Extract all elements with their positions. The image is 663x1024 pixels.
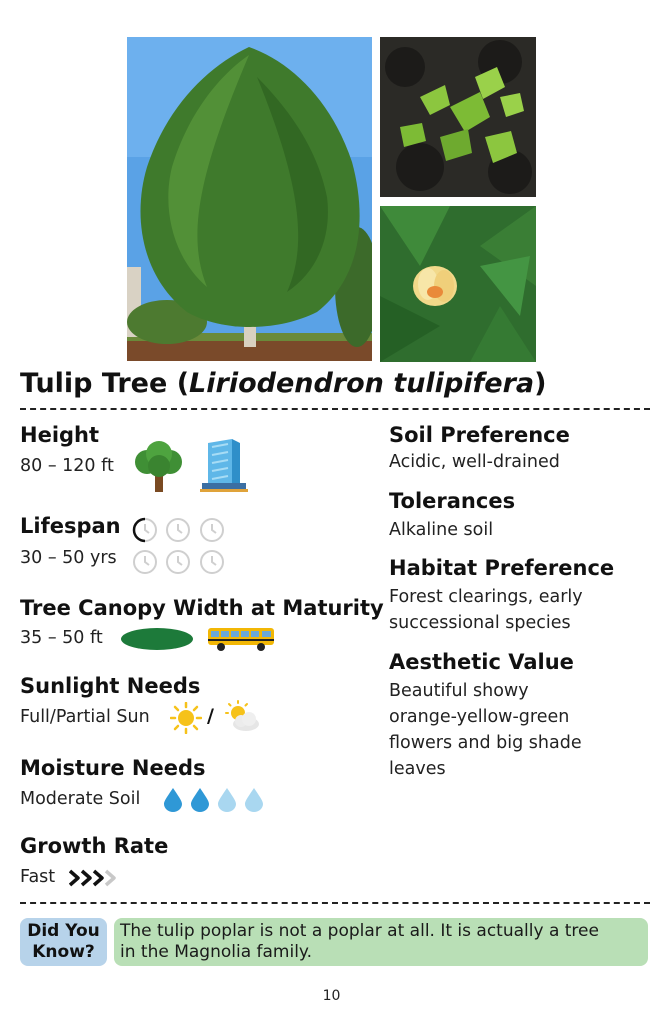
chevron-right-icon: [106, 871, 114, 885]
sunlight-value: Full/Partial Sun: [20, 707, 150, 727]
habitat-heading: Habitat Preference: [389, 556, 615, 580]
lifespan-heading: Lifespan: [20, 514, 121, 538]
scientific-name: Liriodendron tulipifera: [189, 368, 535, 399]
soil-value: Acidic, well-drained: [389, 452, 560, 472]
habitat-line-2: successional species: [389, 613, 571, 633]
aesthetic-line-4: leaves: [389, 759, 446, 779]
tree-icon: [132, 440, 186, 496]
chevron-right-icon: [82, 871, 90, 885]
page-number: 10: [322, 988, 341, 1004]
water-drop-icon: [164, 788, 182, 812]
moisture-value: Moderate Soil: [20, 789, 141, 809]
did-you-know-line2: Know?: [32, 942, 95, 962]
partly-cloudy-icon: [222, 700, 262, 738]
water-drop-icon: [245, 788, 263, 812]
seedlings-photo: [380, 37, 536, 197]
did-you-know-label: [20, 918, 107, 966]
tree-photo: [127, 37, 372, 361]
canopy-value: 35 – 50 ft: [20, 628, 103, 648]
growth-heading: Growth Rate: [20, 834, 169, 858]
title-divider: [20, 408, 650, 410]
moisture-drops: [162, 787, 267, 817]
sunlight-heading: Sunlight Needs: [20, 674, 201, 698]
soil-heading: Soil Preference: [389, 423, 570, 447]
page-title: [20, 368, 546, 399]
did-you-know-text-line1: The tulip poplar is not a poplar at all. It is actually a tree: [120, 921, 599, 941]
clock-icon-partial: [134, 519, 156, 541]
lifespan-value: 30 – 50 yrs: [20, 548, 117, 568]
height-value: 80 – 120 ft: [20, 456, 114, 476]
height-heading: Height: [20, 423, 100, 447]
aesthetic-heading: Aesthetic Value: [389, 650, 574, 674]
water-drop-icon: [191, 788, 209, 812]
title-close-paren: ): [534, 368, 547, 399]
water-drop-icon: [218, 788, 236, 812]
tolerances-heading: Tolerances: [389, 489, 516, 513]
lifespan-clocks-top: [131, 516, 231, 548]
bottom-divider: [20, 902, 650, 904]
aesthetic-line-3: flowers and big shade: [389, 733, 582, 753]
growth-value: Fast: [20, 867, 56, 887]
school-bus-icon: [207, 626, 277, 656]
chevron-right-icon: [94, 871, 102, 885]
aesthetic-line-2: orange-yellow-green: [389, 707, 570, 727]
growth-chevrons: [69, 868, 125, 892]
did-you-know-text-line2: in the Magnolia family.: [120, 942, 312, 962]
common-name: Tulip Tree (: [20, 368, 190, 399]
skyscraper-icon: [200, 437, 248, 497]
moisture-heading: Moisture Needs: [20, 756, 206, 780]
sunlight-separator: /: [207, 705, 214, 727]
flower-photo: [380, 206, 536, 362]
did-you-know-text-box: [114, 918, 648, 966]
habitat-line-1: Forest clearings, early: [389, 587, 583, 607]
tolerances-value: Alkaline soil: [389, 520, 494, 540]
did-you-know-line1: Did You: [27, 921, 100, 941]
lifespan-clocks-bottom: [131, 548, 231, 580]
canopy-heading: Tree Canopy Width at Maturity: [20, 596, 384, 620]
sun-icon: [170, 702, 202, 738]
aesthetic-line-1: Beautiful showy: [389, 681, 529, 701]
canopy-ellipse-icon: [120, 627, 194, 655]
chevron-right-icon: [70, 871, 78, 885]
